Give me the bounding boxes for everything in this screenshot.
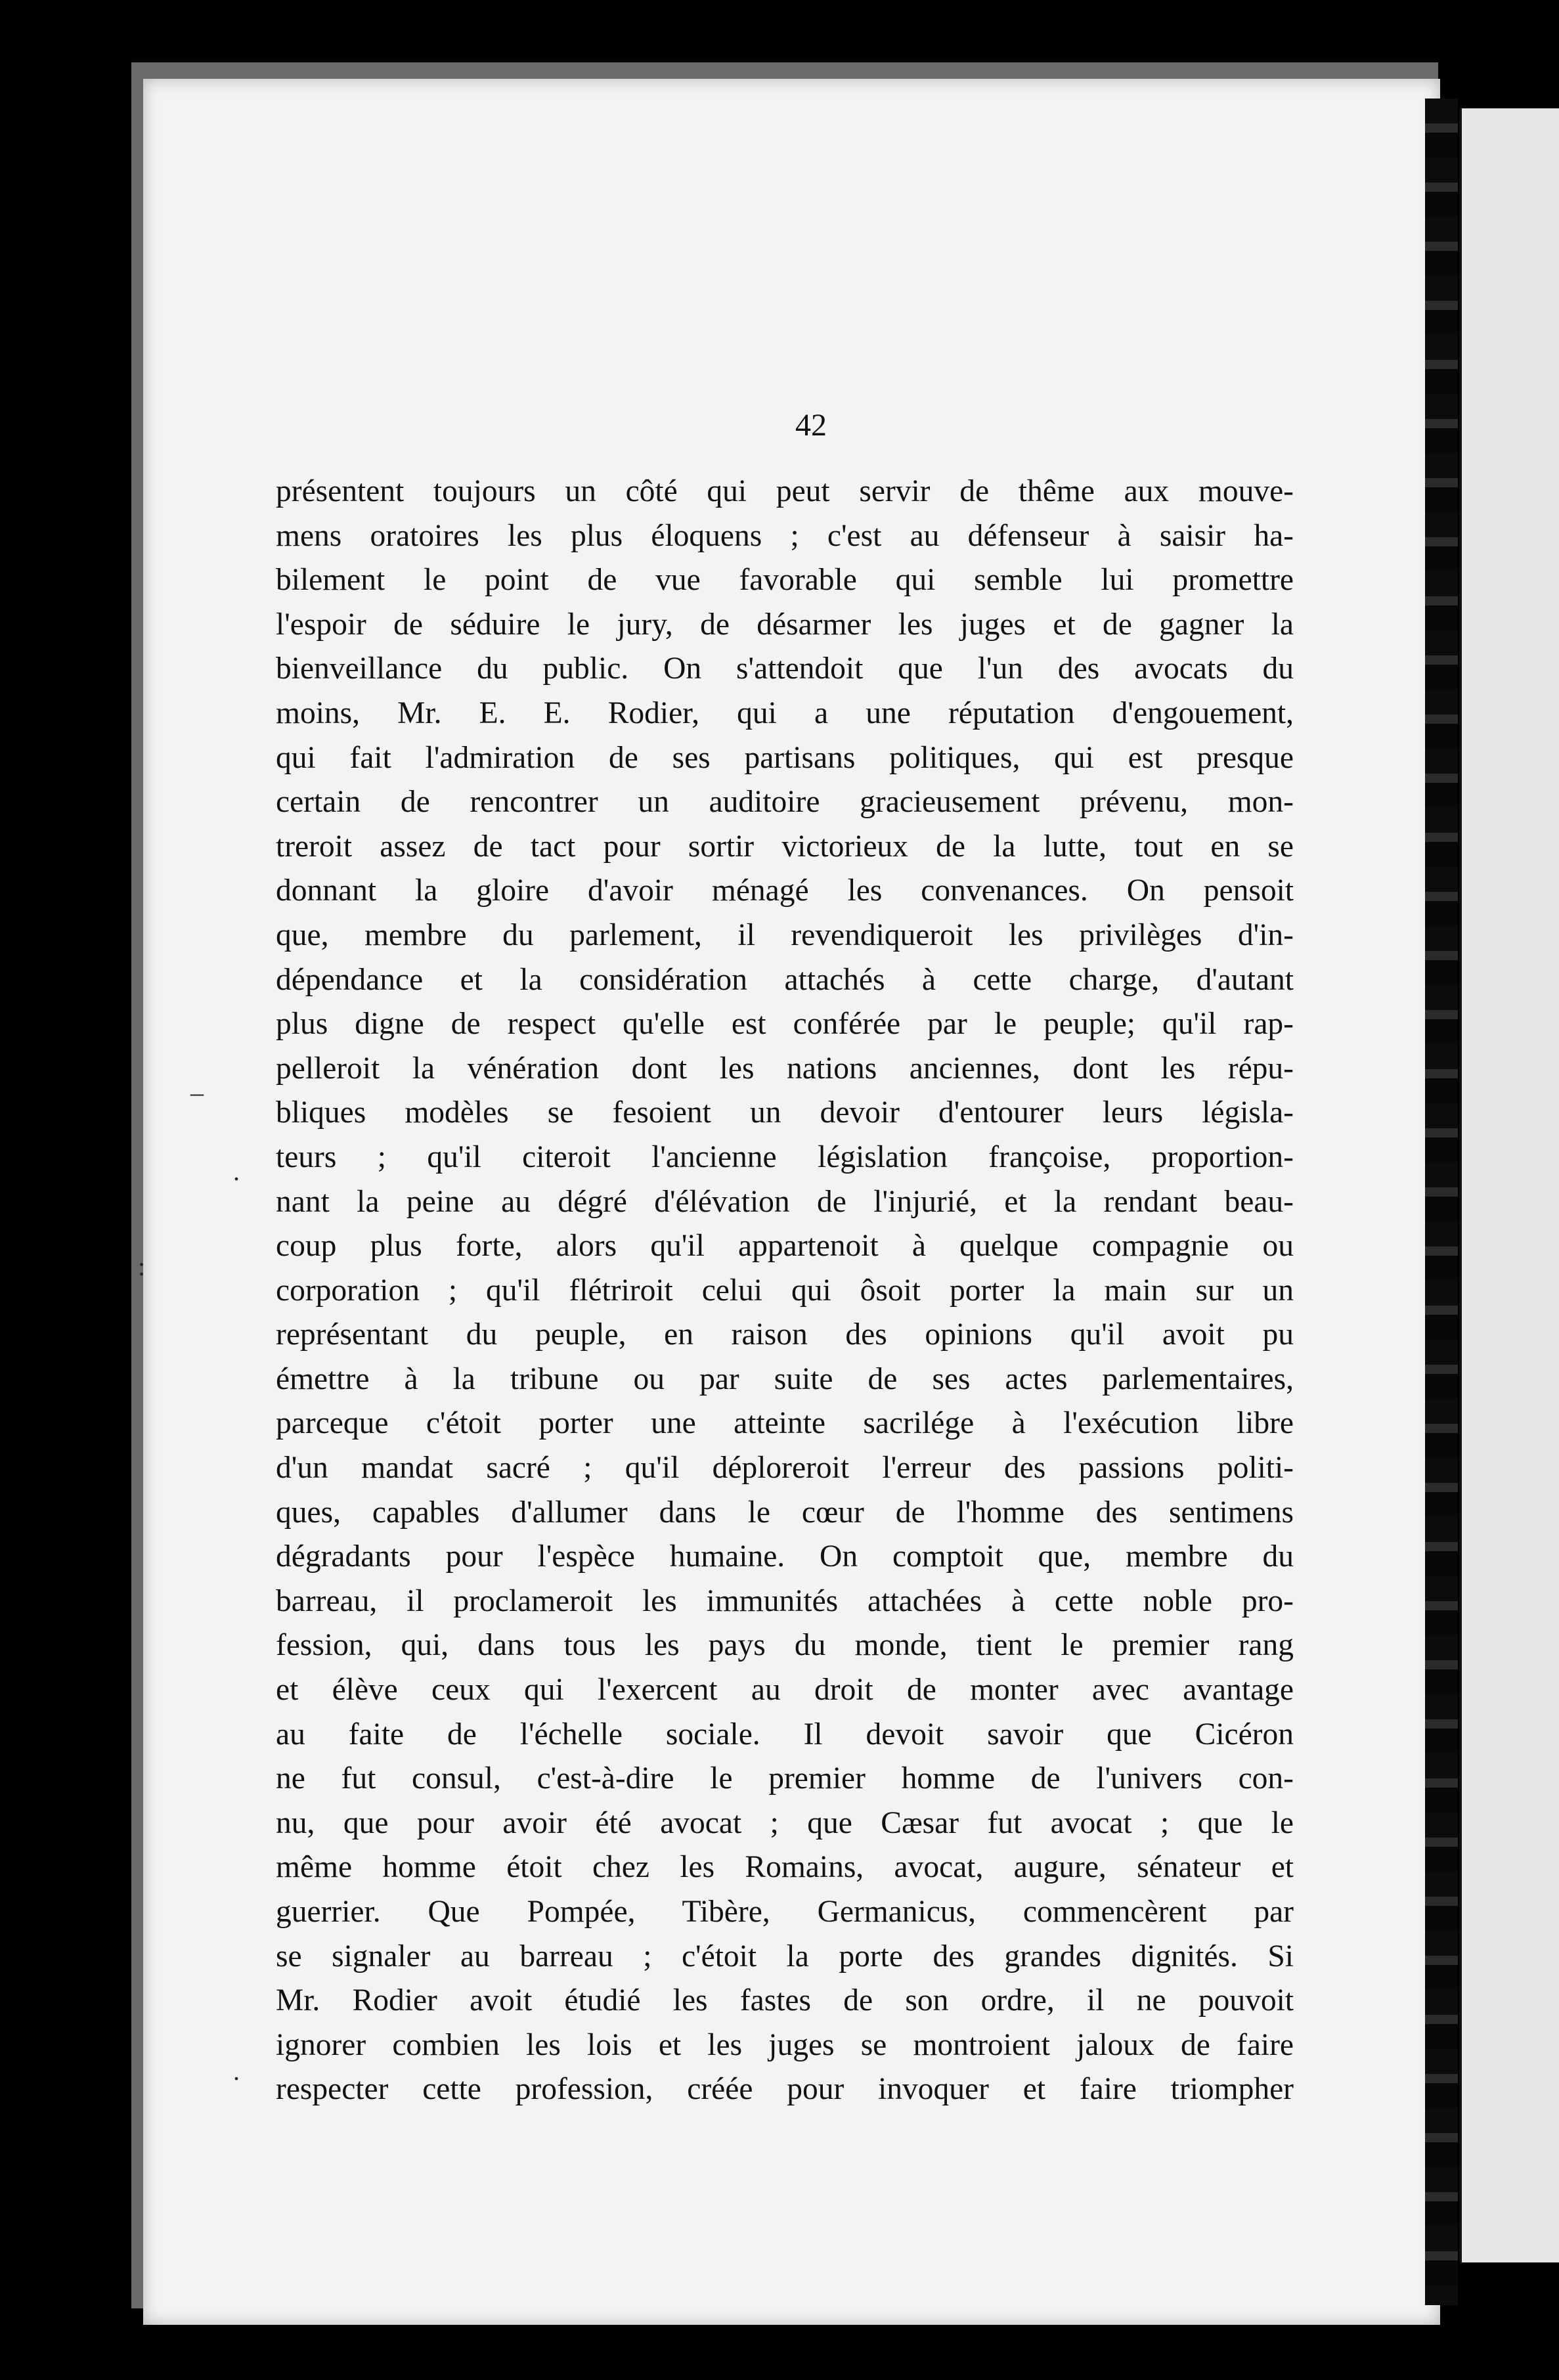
text-line: respecter cette profession, créée pour invoquer et faire triompher	[276, 2072, 1294, 2107]
margin-mark: –	[190, 1078, 204, 1107]
text-line: ques, capables d'allumer dans le cœur de l'homme des sentimens	[276, 1495, 1294, 1530]
margin-mark: :	[138, 1252, 146, 1281]
text-line: ne fut consul, c'est-à-dire le premier homme de l'univers con-	[276, 1761, 1294, 1796]
page-edge	[1425, 99, 1458, 2305]
text-line: dégradants pour l'espèce humaine. On comptoit que, membre du	[276, 1539, 1294, 1574]
text-line: bienveillance du public. On s'attendoit que l'un des avocats du	[276, 651, 1294, 686]
text-line: ignorer combien les lois et les juges se montroient jaloux de faire	[276, 2027, 1294, 2062]
text-line: guerrier. Que Pompée, Tibère, Germanicus, commencèrent par	[276, 1895, 1294, 1929]
text-line: et élève ceux qui l'exercent au droit de monter avec avantage	[276, 1673, 1294, 1708]
text-line: que, membre du parlement, il revendiqueroit les privilèges d'in-	[276, 917, 1294, 952]
text-line: dépendance et la considération attachés à cette charge, d'autant	[276, 962, 1294, 997]
text-line: l'espoir de séduire le jury, de désarmer les juges et de gagner la	[276, 607, 1294, 642]
text-line: corporation ; qu'il flétriroit celui qui ôsoit porter la main sur un	[276, 1273, 1294, 1308]
text-line: représentant du peuple, en raison des opinions qu'il avoit pu	[276, 1317, 1294, 1352]
text-line: bliques modèles se fesoient un devoir d'entourer leurs législa-	[276, 1095, 1294, 1130]
margin-mark: .	[233, 1157, 240, 1186]
text-line: barreau, il proclameroit les immunités attachées à cette noble pro-	[276, 1583, 1294, 1618]
text-line: plus digne de respect qu'elle est conférée par le peuple; qu'il rap-	[276, 1007, 1294, 1042]
text-line: parceque c'étoit porter une atteinte sacrilége à l'exécution libre	[276, 1406, 1294, 1441]
text-line: donnant la gloire d'avoir ménagé les convenances. On pensoit	[276, 873, 1294, 908]
text-line: présentent toujours un côté qui peut servir de thême aux mouve-	[276, 474, 1294, 508]
text-line: se signaler au barreau ; c'étoit la porte des grandes dignités. Si	[276, 1939, 1294, 1973]
text-line: d'un mandat sacré ; qu'il déploreroit l'erreur des passions politi-	[276, 1451, 1294, 1486]
margin-mark: .	[233, 2056, 240, 2086]
text-line: fession, qui, dans tous les pays du monde, tient le premier rang	[276, 1628, 1294, 1663]
text-line: teurs ; qu'il citeroit l'ancienne législation françoise, proportion-	[276, 1139, 1294, 1174]
text-line: émettre à la tribune ou par suite de ses actes parlementaires,	[276, 1361, 1294, 1396]
text-line: Mr. Rodier avoit étudié les fastes de son ordre, il ne pouvoit	[276, 1983, 1294, 2018]
text-line: nu, que pour avoir été avocat ; que Cæsar fut avocat ; que le	[276, 1805, 1294, 1840]
next-page	[1459, 108, 1559, 2262]
text-line: pelleroit la vénération dont les nations anciennes, dont les répu-	[276, 1051, 1294, 1086]
text-line: coup plus forte, alors qu'il appartenoit à quelque compagnie ou	[276, 1229, 1294, 1264]
next-page-edge	[1459, 108, 1462, 2262]
text-line: au faite de l'échelle sociale. Il devoit savoir que Cicéron	[276, 1717, 1294, 1752]
text-line: treroit assez de tact pour sortir victorieux de la lutte, tout en se	[276, 829, 1294, 864]
text-line: mens oratoires les plus éloquens ; c'est au défenseur à saisir ha-	[276, 518, 1294, 553]
text-line: qui fait l'admiration de ses partisans politiques, qui est presque	[276, 740, 1294, 775]
text-line: moins, Mr. E. E. Rodier, qui a une réputation d'engouement,	[276, 695, 1294, 730]
text-line: même homme étoit chez les Romains, avocat, augure, sénateur et	[276, 1850, 1294, 1885]
text-line: bilement le point de vue favorable qui semble lui promettre	[276, 563, 1294, 598]
text-line: certain de rencontrer un auditoire gracieusement prévenu, mon-	[276, 785, 1294, 820]
text-line: nant la peine au dégré d'élévation de l'injurié, et la rendant beau-	[276, 1184, 1294, 1219]
page-number: 42	[795, 408, 827, 443]
body-text	[276, 470, 1294, 2112]
